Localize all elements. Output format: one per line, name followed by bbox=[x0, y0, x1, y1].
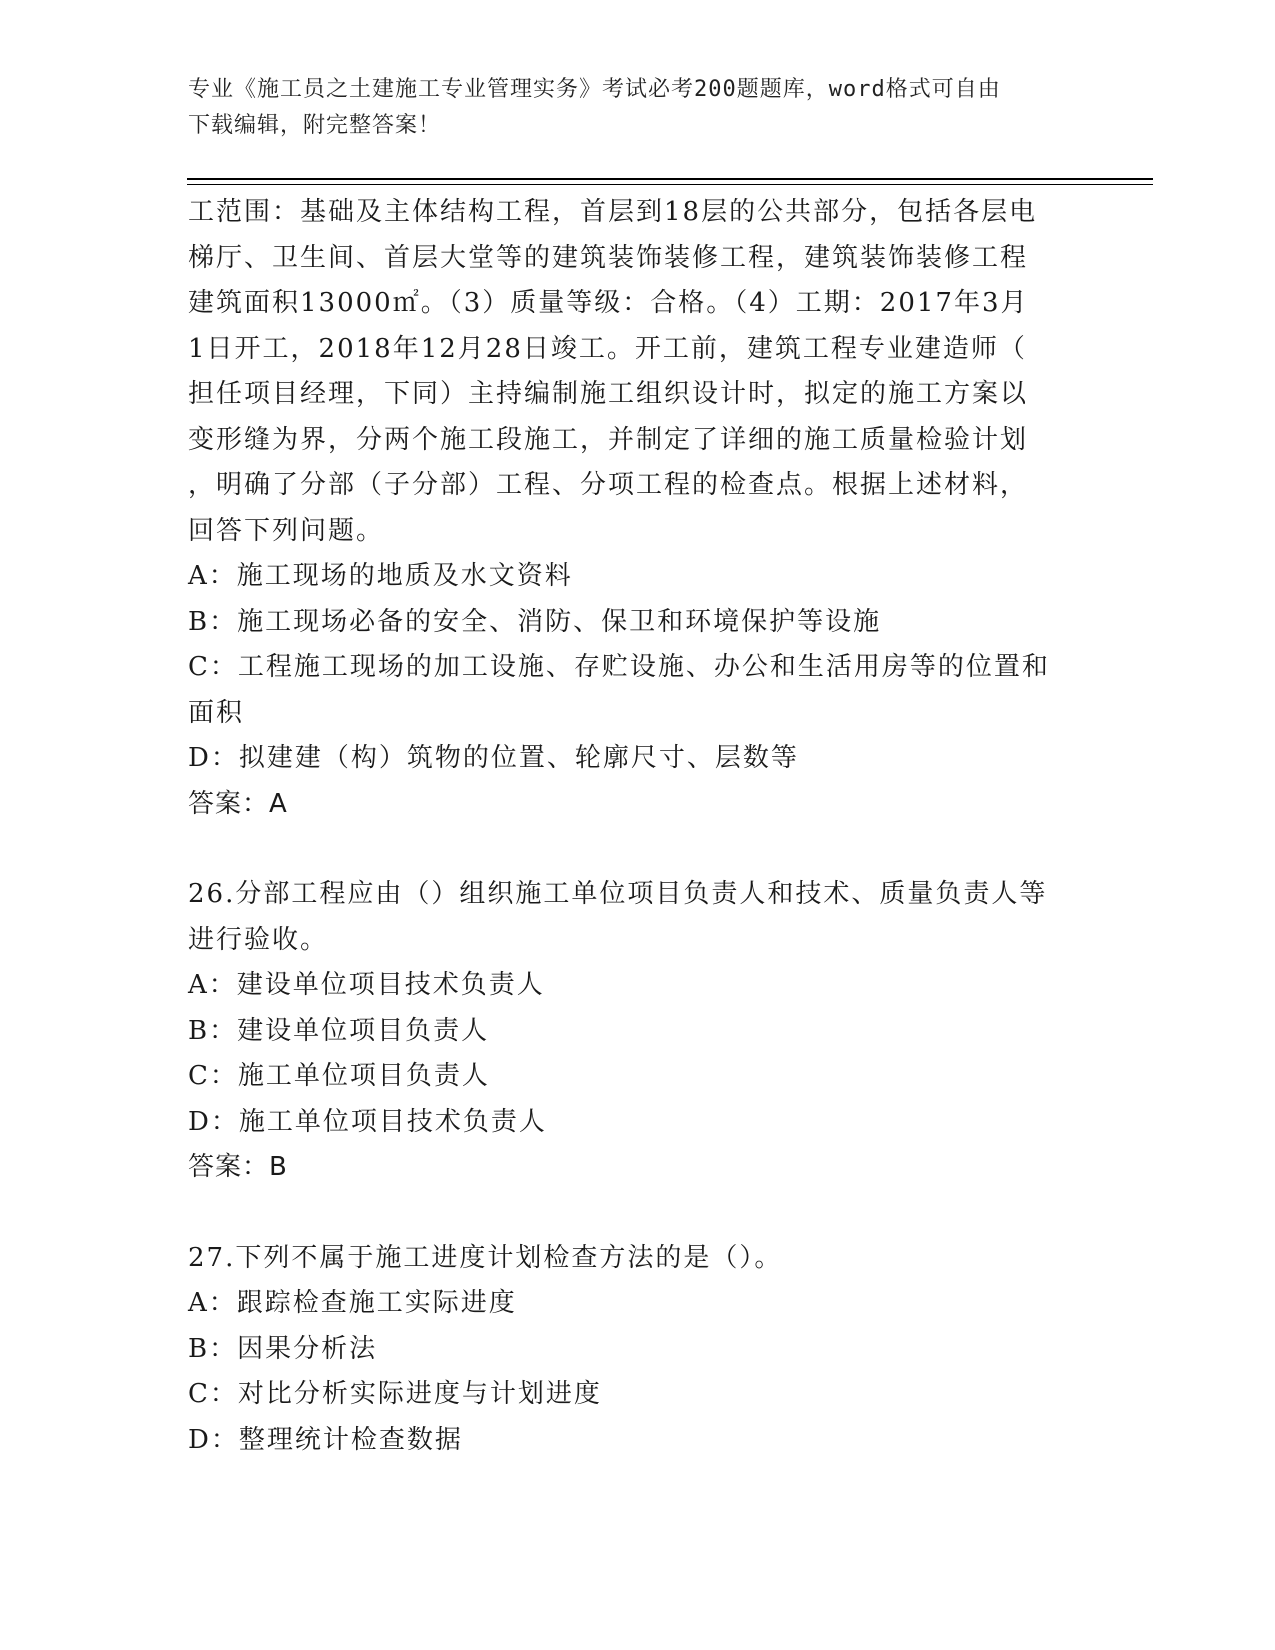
option-a: A：建设单位项目技术负责人 bbox=[188, 970, 545, 1000]
document-body bbox=[188, 190, 1068, 1463]
option-c: C：对比分析实际进度与计划进度 bbox=[188, 1379, 602, 1409]
option-c: C：工程施工现场的加工设施、存贮设施、办公和生活用房等的位置和 bbox=[188, 652, 1050, 682]
question-26 bbox=[188, 872, 1068, 1191]
answer-label: 答案：A bbox=[188, 788, 288, 819]
option-d: D：拟建建（构）筑物的位置、轮廓尺寸、层数等 bbox=[188, 743, 799, 773]
page-header bbox=[188, 72, 1068, 144]
question-stem: 27.下列不属于施工进度计划检查方法的是（）。 bbox=[188, 1242, 783, 1273]
option-d: D：施工单位项目技术负责人 bbox=[188, 1106, 547, 1137]
header-rule-thin bbox=[187, 184, 1153, 185]
question-stem: 进行验收。 bbox=[188, 924, 329, 955]
option-c-continued: 面积 bbox=[188, 697, 245, 728]
stem-line: 担任项目经理，下同）主持编制施工组织设计时，拟定的施工方案以 bbox=[188, 379, 1029, 409]
stem-line: 1日开工，2018年12月28日竣工。开工前，建筑工程专业建造师（ bbox=[188, 333, 1027, 364]
answer-label: 答案：B bbox=[188, 1152, 288, 1182]
option-d: D：整理统计检查数据 bbox=[188, 1424, 463, 1455]
question-25-continued bbox=[188, 190, 1068, 827]
stem-line: 工范围：基础及主体结构工程，首层到18层的公共部分，包括各层电 bbox=[188, 197, 1038, 227]
stem-line: 建筑面积13000㎡。（3）质量等级：合格。（4）工期：2017年3月 bbox=[188, 288, 1029, 318]
header-line-2: 下载编辑，附完整答案！ bbox=[188, 113, 442, 138]
option-a: A：施工现场的地质及水文资料 bbox=[188, 561, 573, 591]
stem-line: 回答下列问题。 bbox=[188, 515, 385, 546]
option-b: B：施工现场必备的安全、消防、保卫和环境保护等设施 bbox=[188, 606, 882, 637]
stem-line: 变形缝为界，分两个施工段施工，并制定了详细的施工质量检验计划 bbox=[188, 424, 1029, 455]
spacer bbox=[188, 1191, 1068, 1236]
option-b: B：因果分析法 bbox=[188, 1333, 378, 1364]
header-rule-thick bbox=[187, 178, 1153, 180]
stem-line: ，明确了分部（子分部）工程、分项工程的检查点。根据上述材料， bbox=[188, 470, 1029, 500]
option-b: B：建设单位项目负责人 bbox=[188, 1015, 490, 1046]
option-c: C：施工单位项目负责人 bbox=[188, 1061, 490, 1091]
stem-line: 梯厅、卫生间、首层大堂等的建筑装饰装修工程，建筑装饰装修工程 bbox=[188, 242, 1029, 273]
header-line-1: 专业《施工员之土建施工专业管理实务》考试必考200题题库，word格式可自由 bbox=[188, 77, 1001, 102]
spacer bbox=[188, 827, 1068, 872]
option-a: A：跟踪检查施工实际进度 bbox=[188, 1288, 517, 1318]
question-27 bbox=[188, 1236, 1068, 1464]
question-stem: 26.分部工程应由（）组织施工单位项目负责人和技术、质量负责人等 bbox=[188, 879, 1048, 909]
